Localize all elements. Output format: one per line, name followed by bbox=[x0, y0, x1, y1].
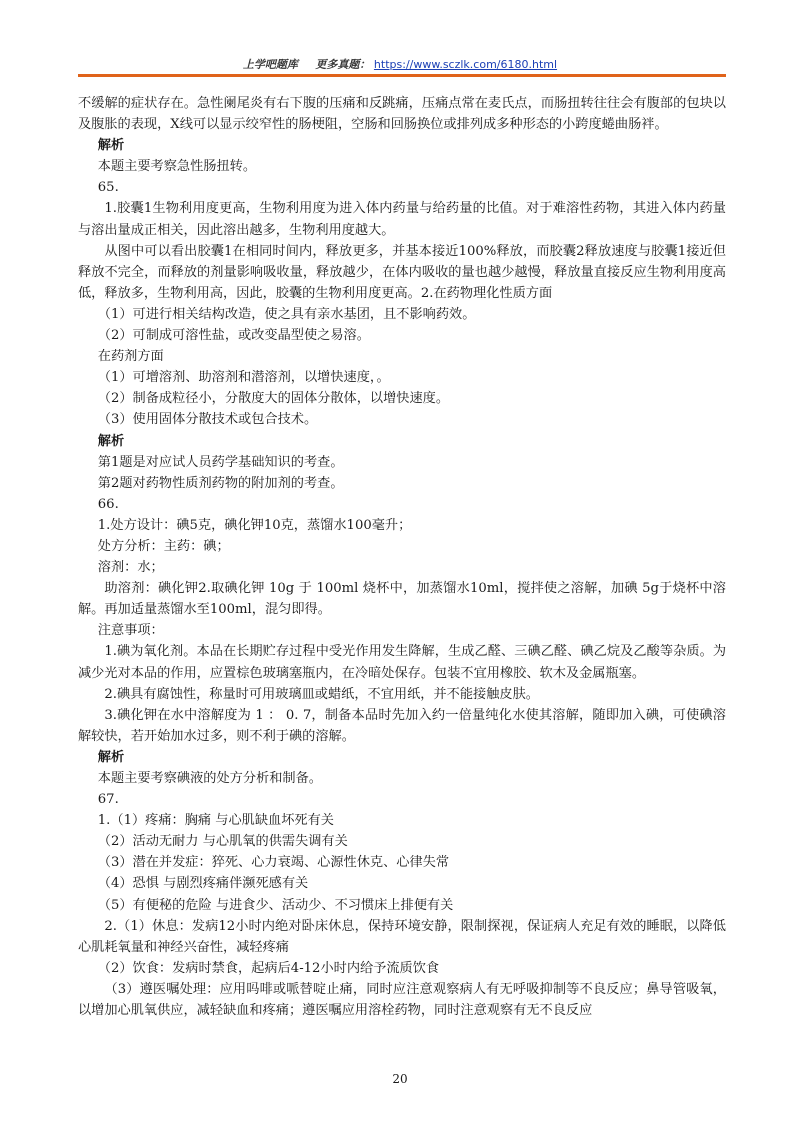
paragraph: 处方分析：主药：碘； bbox=[97, 538, 230, 554]
paragraph: 1.处方设计：碘5克，碘化钾10克，蒸馏水100毫升； bbox=[97, 517, 412, 533]
section-heading: 解析 bbox=[97, 433, 125, 449]
paragraph: 1.胶囊1生物利用度更高，生物利用度为进入体内药量与给药量的比值。对于难溶性药物，其进入体内药量与溶出量成正相关，因此溶出越多，生物利用度越大。 bbox=[78, 201, 726, 238]
paragraph: （3）使用固体分散技术或包合技术。 bbox=[97, 412, 318, 428]
paragraph: 第1题是对应试人员药学基础知识的考查。 bbox=[97, 454, 344, 470]
paragraph: 不缓解的症状存在。急性阑尾炎有右下腹的压痛和反跳痛，压痛点常在麦氏点，而肠扭转往往会有腹部的包块以及腹胀的表现，X线可以显示绞窄性的肠梗阻，空肠和回肠换位或排列成多种形态的小跨度蜷曲肠袢。 bbox=[78, 96, 726, 133]
paragraph: （2）饮食：发病时禁食，起病后4-12小时内给予流质饮食 bbox=[97, 960, 440, 976]
paragraph: 1.（1）疼痛：胸痛 与心肌缺血坏死有关 bbox=[97, 813, 334, 829]
paragraph: 67. bbox=[97, 792, 119, 808]
paragraph: （1）可进行相关结构改造，使之具有亲水基团，且不影响药效。 bbox=[97, 306, 476, 322]
paragraph: 2.（1）休息：发病12小时内绝对卧床休息，保持环境安静，限制探视，保证病人充足有效的睡眠，以降低心肌耗氧量和神经兴奋性，减轻疼痛 bbox=[78, 918, 726, 955]
header-divider bbox=[78, 74, 726, 77]
paragraph: 本题主要考察急性肠扭转。 bbox=[97, 159, 257, 175]
paragraph: （2）活动无耐力 与心肌氧的供需失调有关 bbox=[97, 834, 348, 850]
section-heading: 解析 bbox=[97, 138, 125, 154]
paragraph: （3）遵医嘱处理：应用吗啡或哌替啶止痛，同时应注意观察病人有无呼吸抑制等不良反应；鼻导管吸氧，以增加心肌氧供应，减轻缺血和疼痛；遵医嘱应用溶栓药物，同时注意观察有无不良反应 bbox=[78, 981, 726, 1019]
paragraph: （3）潜在并发症：猝死、心力衰竭、心源性休克、心律失常 bbox=[97, 855, 450, 871]
paragraph: 65. bbox=[97, 180, 119, 196]
paragraph: （5）有便秘的危险 与进食少、活动少、不习惯床上排便有关 bbox=[97, 897, 454, 913]
page-header bbox=[0, 56, 800, 72]
paragraph: 3.碘化钾在水中溶解度为 1 ： 0. 7，制备本品时先加入约一倍量纯化水使其溶解，随即加入碘，可使碘溶解较快，若开始加水过多，则不利于碘的溶解。 bbox=[78, 707, 726, 744]
header-url-link[interactable]: https://www.sczlk.com/6180.html bbox=[373, 58, 558, 71]
paragraph: 溶剂：水； bbox=[97, 560, 164, 576]
header-search-label: 更多真题： bbox=[315, 58, 371, 71]
paragraph: 1.碘为氧化剂。本品在长期贮存过程中受光作用发生降解，生成乙醛、三碘乙醛、碘乙烷及乙酸等杂质。为减少光对本品的作用，应置棕色玻璃塞瓶内，在冷暗处保存。包装不宜用橡胶、软木及金属瓶塞。 bbox=[78, 644, 726, 681]
paragraph: 本题主要考察碘液的处方分析和制备。 bbox=[97, 771, 322, 786]
paragraph: （1）可增溶剂、助溶剂和潜溶剂，以增快速度，。 bbox=[97, 370, 390, 386]
paragraph: 66. bbox=[97, 496, 119, 512]
page-number: 20 bbox=[392, 1072, 408, 1086]
paragraph: （2）可制成可溶性盐，或改变晶型使之易溶。 bbox=[97, 328, 370, 344]
paragraph: 从图中可以看出胶囊1在相同时间内，释放更多，并基本接近100%释放，而胶囊2释放速度与胶囊1接近但释放不完全，而释放的剂量影响吸收量，释放越少，在体内吸收的量也越少越慢，释放量直接反应生物利用度高低，释放多，生物利用高，因此，胶囊的生物利用度更高。2.在药物理化性质方面 bbox=[78, 243, 726, 301]
paragraph: 助溶剂：碘化钾2.取碘化钾 10g 于 100ml 烧杯中，加蒸馏水10ml，搅拌使之溶解，加碘 5g于烧杯中溶解。再加适量蒸馏水至100ml，混匀即得。 bbox=[78, 581, 726, 618]
paragraph: 2.碘具有腐蚀性，称量时可用玻璃皿或蜡纸，不宜用纸，并不能接触皮肤。 bbox=[104, 686, 539, 702]
paragraph: （4）恐惧 与剧烈疼痛伴濒死感有关 bbox=[97, 876, 309, 892]
paragraph: 第2题对药物性质剂药物的附加剂的考查。 bbox=[97, 475, 344, 491]
paragraph: （2）制备成粒径小，分散度大的固体分散体，以增快速度。 bbox=[97, 391, 450, 407]
header-brand: 上学吧题库 bbox=[242, 58, 298, 71]
document-body bbox=[78, 93, 726, 1021]
paragraph: 在药剂方面 bbox=[97, 349, 164, 365]
paragraph: 注意事项： bbox=[97, 623, 164, 639]
section-heading: 解析 bbox=[97, 749, 125, 765]
